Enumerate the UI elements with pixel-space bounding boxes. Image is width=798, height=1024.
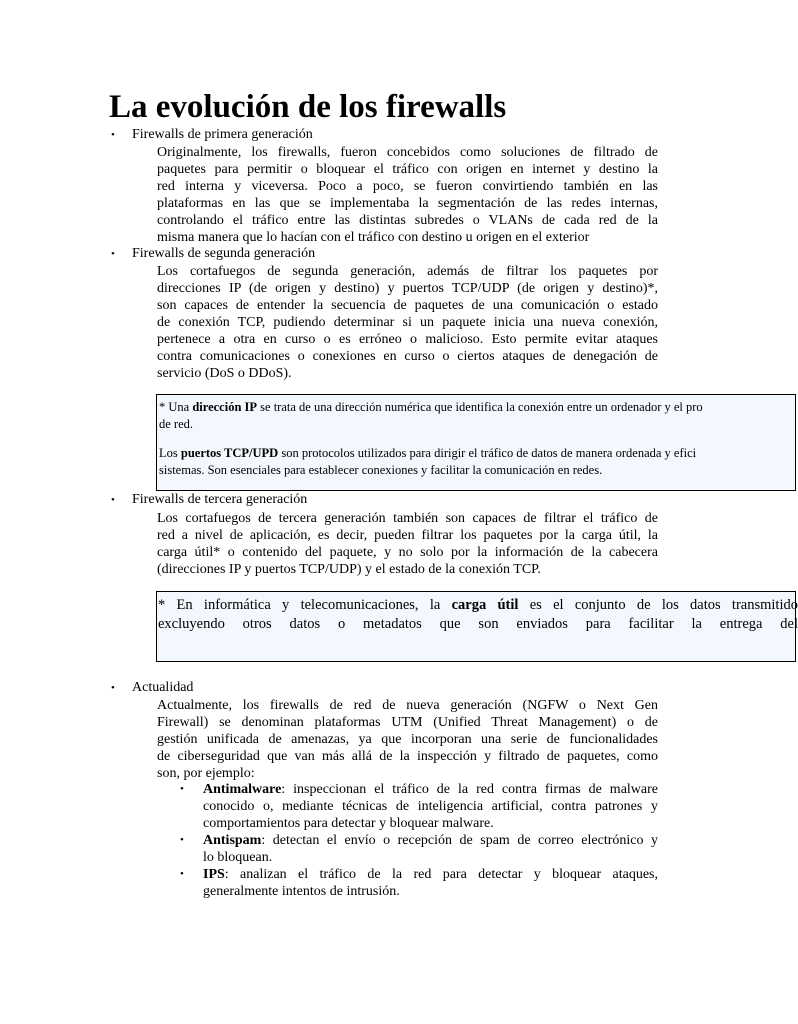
footnote-payload-line1: * En informática y telecomunicaciones, la carga útil es el conjunto de los datos transmitido	[158, 597, 798, 613]
bullet-icon: •	[111, 682, 115, 694]
sub-bullet-icon: •	[180, 868, 184, 880]
section-heading-third-generation: • Firewalls de tercera generación	[111, 492, 308, 507]
sub-bullet-icon: •	[180, 834, 184, 846]
footnote-box-ip-ports: * Una dirección IP se trata de una dirección numérica que identifica la conexión entre un ordenador y el pro de red. Los puertos TCP/UPD son protocolos utilizados para dirigir el tráfico de datos de manera ordenada y efici sistemas. Son esenciales para establecer conexiones y facilitar la comunicación en redes.	[156, 394, 796, 491]
section-body-first-generation: Originalmente, los firewalls, fueron concebidos como soluciones de filtrado de paquetes para permitir o bloquear el tráfico con origen en internet y destino la red interna y viceversa. Poco a poco, se fueron convirtiendo también en las plataformas en las que se implementaba la segmentación de las redes internas, controlando el tráfico entre las distintas subredes o VLANs de cada red de la misma manera que lo hacían con el tráfico con destino u origen en el exterior	[157, 145, 658, 245]
section-body-second-generation: Los cortafuegos de segunda generación, además de filtrar los paquetes por direcciones IP (de origen y destino) y puertos TCP/UDP (de origen y destino)*, son capaces de entender la secuencia de paquetes de una comunicación o estado de conexión TCP, pudiendo determinar si un paquete inicia una nueva conexión, pertenece a otra en curso o es erróneo o malicioso. Esto permite evitar ataques contra comunicaciones o conexiones en curso o ciertos ataques de denegación de servicio (DoS o DDoS).	[157, 264, 658, 381]
feature-ips: IPS: analizan el tráfico de la red para detectar y bloquear ataques, generalmente intentos de intrusión.	[203, 867, 658, 899]
section-body-current: Actualmente, los firewalls de red de nueva generación (NGFW o Next Gen Firewall) se denominan plataformas UTM (Unified Threat Management) o de gestión unificada de amenazas, ya que incorporan una serie de funcionalidades de ciberseguridad que van más allá de la inspección y filtrado de paquetes, como son, por ejemplo:	[157, 698, 658, 781]
section-heading-current: • Actualidad	[111, 680, 194, 695]
footnote-ip-line: * Una dirección IP se trata de una dirección numérica que identifica la conexión entre un ordenador y el pro	[159, 400, 703, 414]
page-title: La evolución de los firewalls	[109, 89, 507, 125]
bullet-icon: •	[111, 494, 115, 506]
bullet-icon: •	[111, 129, 115, 141]
section-body-third-generation: Los cortafuegos de tercera generación también son capaces de filtrar el tráfico de red a nivel de aplicación, es decir, pueden filtrar los paquetes por la carga útil, la carga útil* o contenido del paquete, y no solo por la información de la cabecera (direcciones IP y puertos TCP/UDP) y el estado de la conexión TCP.	[157, 511, 658, 577]
sub-bullet-icon: •	[180, 783, 184, 795]
feature-antispam: Antispam: detectan el envío o recepción de spam de correo electrónico y lo bloquean.	[203, 833, 658, 865]
feature-antimalware: Antimalware: inspeccionan el tráfico de la red contra firmas de malware conocido o, mediante técnicas de inteligencia artificial, contra patrones y comportamientos para detectar y bloquear malware.	[203, 782, 658, 831]
bullet-icon: •	[111, 248, 115, 260]
footnote-ports-line: Los puertos TCP/UPD son protocolos utilizados para dirigir el tráfico de datos de manera ordenada y efici	[159, 446, 697, 460]
section-heading-second-generation: • Firewalls de segunda generación	[111, 246, 316, 261]
section-heading-first-generation: • Firewalls de primera generación	[111, 127, 313, 142]
footnote-box-payload: * En informática y telecomunicaciones, la carga útil es el conjunto de los datos transmitido excluyendo otros datos o metadatos que son enviados para facilitar la entrega del	[156, 591, 796, 662]
